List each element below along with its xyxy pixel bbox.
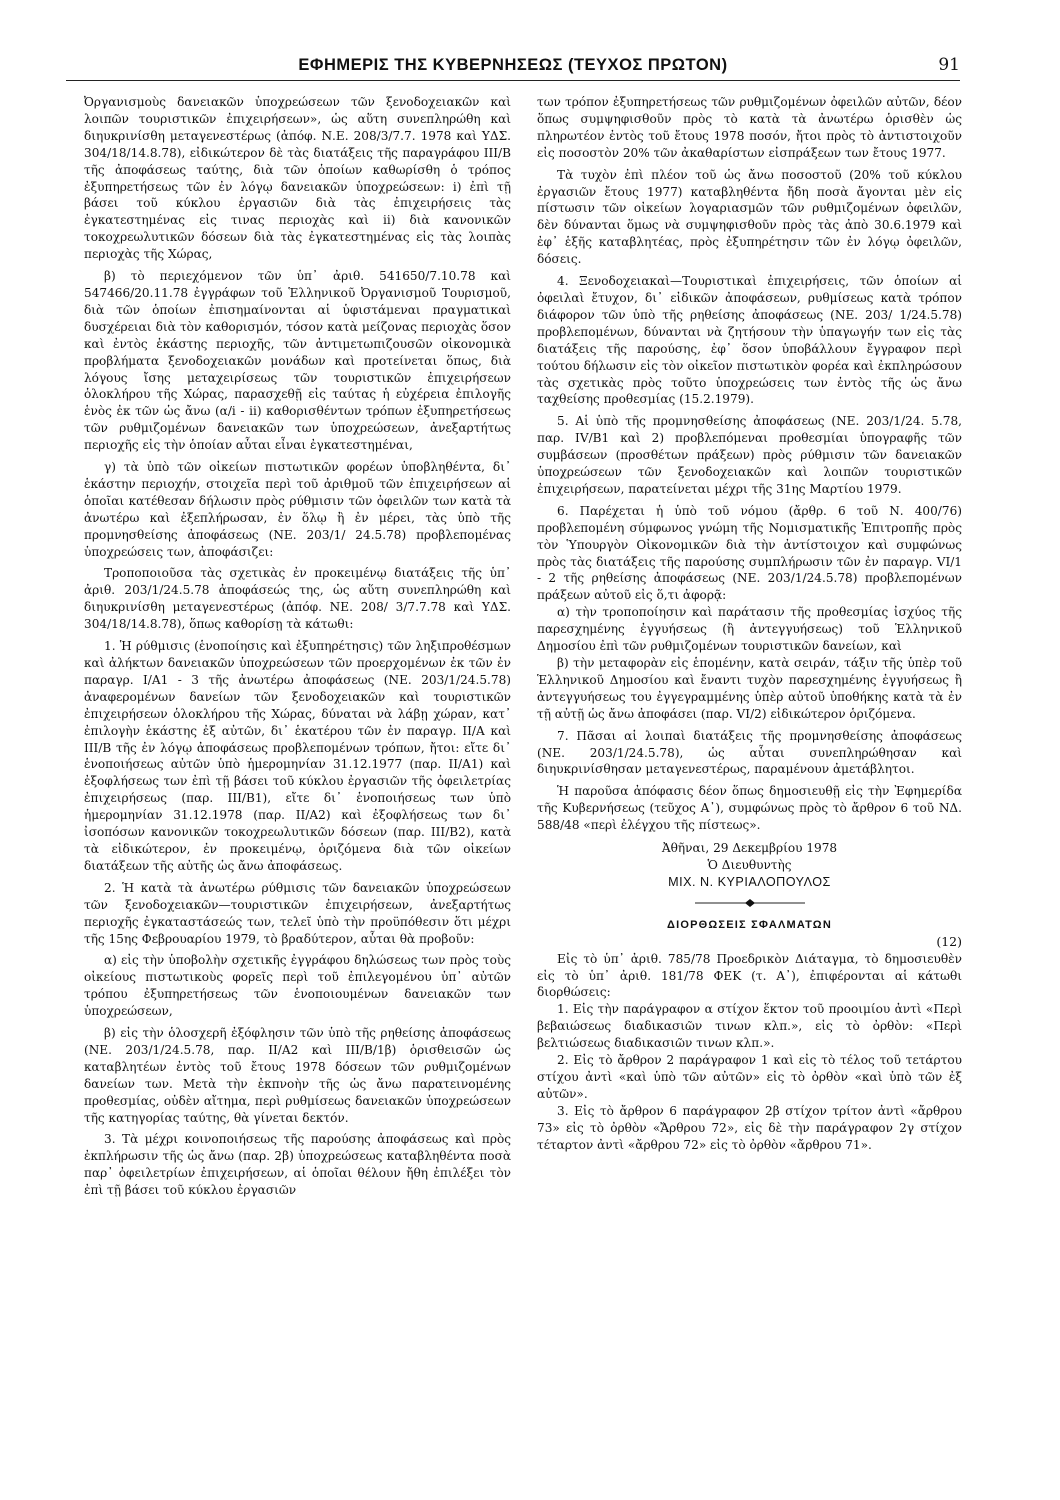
paragraph: 3. Εἰς τὸ ἄρθρον 6 παράγραφον 2β στίχον τρίτον ἀντὶ «ἄρθρου 73» εἰς τὸ ὀρθὸν «Ἄρθρου 72», εἰς δὲ τὴν παράγραφον 2γ στίχον τέταρτον ἀντὶ «ἄρθρου 72» εἰς τὸ ὀρθὸν «ἄρθρου 71». <box>537 1103 962 1152</box>
paragraph: 3. Τὰ μέχρι κοινοποιήσεως τῆς παρούσης ἀποφάσεως καὶ πρὸς ἐκπλήρωσιν τῆς ὡς ἄνω (παρ. 2β) ὑποχρεώσεως καταβληθέντα ποσὰ παρ᾽ ὀφειλετρίων ἐπιχειρήσεων, αἱ ὁποῖαι θέλουν ἤθη ἐπιλέξει τὸν ἐπὶ τῇ βάσει τοῦ κύκλου ἐργασιῶν <box>84 1132 511 1198</box>
paragraph: 1. Ἡ ρύθμισις (ἑνοποίησις καὶ ἐξυπηρέτησις) τῶν ληξιπροθέσμων καὶ ἀλήκτων δανειακῶν ὑποχρεώσεων τῶν προερχομένων ἐκ τῶν ἐν παραγρ. Ι/Α1 - 3 τῆς ἀνωτέρω ἀποφάσεως (ΝΕ. 203/1/24.5.78) ἀναφερομένων δανείων τῶν ξενοδοχειακῶν καὶ τουριστικῶν ἐπιχειρήσεων ὁλοκλήρου τῆς Χώρας, δύναται νὰ λάβῃ χώραν, κατ᾽ ἐπιλογὴν ἑκάστης ἐξ αὐτῶν, δι᾽ ἑκατέρου τῶν ἐν παραγρ. ΙΙ/Α καὶ ΙΙΙ/Β τῆς ἐν λόγῳ ἀποφάσεως προβλεπομένων τρόπων, ἤτοι: εἴτε δι᾽ ἑνοποιήσεως αὐτῶν ὑπὸ ἡμερομηνίαν 31.12.1977 (παρ. ΙΙ/Α1) καὶ ἐξοφλήσεως των ἐπὶ τῇ βάσει τοῦ κύκλου ἐργασιῶν τῆς ὀφειλετρίας ἐπιχειρήσεως (παρ. ΙΙΙ/Β1), εἴτε δι᾽ ἑνοποιήσεως των ὑπὸ ἡμερομηνίαν 31.12.1978 (παρ. ΙΙ/Α2) καὶ ἐξοφλήσεως των δι᾽ ἰσοπόσων κανονικῶν τοκοχρεωλυτικῶν δόσεων (παρ. ΙΙΙ/Β2), κατὰ τὰ εἰδικώτερον, ἐν προκειμένῳ, ὁριζόμενα διὰ τῶν οἰκείων διατάξεων τῆς αὐτῆς ὡς ἄνω ἀποφάσεως. <box>84 639 511 873</box>
paragraph: 7. Πᾶσαι αἱ λοιπαὶ διατάξεις τῆς προμνησθείσης ἀποφάσεως (ΝΕ. 203/1/24.5.78), ὡς αὗται συνεπληρώθησαν καὶ διηυκρινίσθησαν μεταγενεστέρως, παραμένουν ἀμετάβλητοι. <box>537 728 962 777</box>
paragraph: β) τὴν μεταφορὰν εἰς ἑπομένην, κατὰ σειράν, τάξιν τῆς ὑπὲρ τοῦ Ἑλληνικοῦ Δημοσίου καὶ ἔναντι τυχὸν παρεσχημένης ἐγγυήσεως ἢ ἀντεγγυήσεως του ἐγγεγραμμένης ὑπὲρ αὐτοῦ ὑποθήκης κατὰ τὰ ἐν τῇ αὐτῇ ὡς ἄνω ἀποφάσει (παρ. VI/2) εἰδικώτερον ὁριζόμενα. <box>537 656 962 721</box>
paragraph: Ὀργανισμοὺς δανειακῶν ὑποχρεώσεων τῶν ξενοδοχειακῶν καὶ λοιπῶν τουριστικῶν ἐπιχειρήσεων», ὡς αὕτη συνεπληρώθη καὶ διηυκρινίσθη μεταγενεστέρως (ἀπόφ. Ν.Ε. 208/3/7.7. 1978 καὶ ΥΔΣ. 304/18/14.8.78), εἰδικώτερον δὲ τὰς διατάξεις τῆς παραγράφου ΙΙΙ/Β τῆς ἀποφάσεως ταύτης, διὰ τῶν ὁποίων καθωρίσθη ὁ τρόπος ἐξυπηρετήσεως τῶν ἐν λόγῳ δανειακῶν ὑποχρεώσεων: i) ἐπὶ τῇ βάσει τοῦ κύκλου ἐργασιῶν διὰ τὰς ἐπιχειρήσεις τὰς ἐγκατεστημένας εἰς τινας περιοχὰς καὶ ii) διὰ κανονικῶν τοκοχρεωλυτικῶν δόσεων διὰ τὰς ἐγκατεστημένας εἰς τὰς λοιπὰς περιοχὰς τῆς Χώρας, <box>84 95 511 262</box>
paragraph: 6. Παρέχεται ἡ ὑπὸ τοῦ νόμου (ἄρθρ. 6 τοῦ Ν. 400/76) προβλεπομένη σύμφωνος γνώμη τῆς Νομισματικῆς Ἐπιτροπῆς πρὸς τὸν Ὑπουργὸν Οἰκονομικῶν διὰ τὴν ἀντίστοιχον καὶ συμφώνως πρὸς τὰς διατάξεις τῆς παρούσης συμπλήρωσιν τῶν ἐν παραγρ. VI/1 - 2 τῆς ρηθείσης ἀποφάσεως (ΝΕ. 203/1/24.5.78) προβλεπομένων πράξεων αὐτοῦ εἰς ὅ,τι ἀφορᾷ: <box>537 503 962 603</box>
paragraph: γ) τὰ ὑπὸ τῶν οἰκείων πιστωτικῶν φορέων ὑποβληθέντα, δι᾽ ἑκάστην περιοχήν, στοιχεῖα περὶ τοῦ ἀριθμοῦ τῶν ἐπιχειρήσεων αἱ ὁποῖαι κατέθεσαν δήλωσιν πρὸς ρύθμισιν τῶν ὀφειλῶν των κατὰ τὰ ἀνωτέρω καὶ ἐξεπλήρωσαν, ἐν ὅλῳ ἢ ἐν μέρει, τὰς ὑπὸ τῆς προμνησθείσης ἀποφάσεως (ΝΕ. 203/1/ 24.5.78) προβλεπομένας ὑποχρεώσεις των, ἀποφάσιζει: <box>84 460 511 559</box>
paragraph: των τρόπον ἐξυπηρετήσεως τῶν ρυθμιζομένων ὀφειλῶν αὐτῶν, δέον ὅπως συμψηφισθοῦν πρὸς τὸ κατὰ τὰ ἀνωτέρω ὁρισθὲν ὡς πληρωτέον ἐντὸς τοῦ ἔτους 1978 ποσόν, ἤτοι πρὸς τὸ ἀντιστοιχοῦν εἰς ποσοστὸν 20% τῶν ἀκαθαρίστων εἰσπράξεων των ἔτους 1977. <box>537 95 962 160</box>
page-number: 91 <box>938 55 960 75</box>
paragraph: α) τὴν τροποποίησιν καὶ παράτασιν τῆς προθεσμίας ἰσχύος τῆς παρεσχημένης ἐγγυήσεως (ἢ ἀντεγγυήσεως) τοῦ Ἑλληνικοῦ Δημοσίου ἐπὶ τῶν ρυθμιζομένων τουριστικῶν δανείων, καὶ <box>537 605 962 654</box>
paragraph: Τροποποιοῦσα τὰς σχετικὰς ἐν προκειμένῳ διατάξεις τῆς ὑπ᾽ ἀριθ. 203/1/24.5.78 ἀποφάσεώς της, ὡς αὕτη συνεπληρώθη καὶ διηυκρινίσθη μεταγενεστέρως (ἀπόφ. ΝΕ. 208/ 3/7.7.78 καὶ ΥΔΣ. 304/18/14.8.78), ὅπως καθορίσῃ τὰ κάτωθι: <box>84 566 511 632</box>
ornament-divider <box>695 899 805 907</box>
diamond-rule-icon <box>695 899 805 907</box>
paragraph: Ἡ παροῦσα ἀπόφασις δέον ὅπως δημοσιευθῇ εἰς τὴν Ἐφημερίδα τῆς Κυβερνήσεως (τεῦχος Α᾽), συμφώνως πρὸς τὸ ἄρθρον 6 τοῦ ΝΔ. 588/48 «περὶ ἐλέγχου τῆς πίστεως». <box>537 784 962 833</box>
paragraph: β) εἰς τὴν ὁλοσχερῆ ἐξόφλησιν τῶν ὑπὸ τῆς ρηθείσης ἀποφάσεως (ΝΕ. 203/1/24.5.78, παρ. ΙΙ/Α2 καὶ ΙΙΙ/Β/1β) ὁρισθεισῶν ὡς καταβλητέων ἐντὸς τοῦ ἔτους 1978 δόσεων τῶν ρυθμιζομένων δανείων των. Μετὰ τὴν ἐκπνοὴν τῆς ὡς ἄνω παρατεινομένης προθεσμίας, οὐδὲν αἴτημα, περὶ ρυθμίσεως δανειακῶν ὑποχρεώσεων τῆς κατηγορίας ταύτης, θὰ γίνεται δεκτόν. <box>84 1026 511 1125</box>
gazette-title: ΕΦΗΜΕΡΙΣ ΤΗΣ ΚΥΒΕΡΝΗΣΕΩΣ (ΤΕΥΧΟΣ ΠΡΩΤΟΝ) <box>298 56 728 74</box>
left-column <box>84 94 511 1199</box>
paragraph: 1. Εἰς τὴν παράγραφον α στίχον ἕκτον τοῦ προοιμίου ἀντὶ «Περὶ βεβαιώσεως διαδικασιῶν τινων κλπ.», εἰς τὸ ὀρθὸν: «Περὶ βελτιώσεως διαδικασιῶν τινων κλπ.». <box>537 1002 962 1051</box>
right-column <box>537 94 962 1153</box>
signature-date: Ἀθῆναι, 29 Δεκεμβρίου 1978 <box>661 841 838 856</box>
errata-title: ΔΙΟΡΘΩΣΕΙΣ ΣΦΑΛΜΑΤΩΝ <box>667 918 832 931</box>
paragraph: 5. Αἱ ὑπὸ τῆς προμνησθείσης ἀποφάσεως (ΝΕ. 203/1/24. 5.78, παρ. ΙV/Β1 καὶ 2) προβλεπόμεναι προθεσμίαι ὑπογραφῆς τῶν συμβάσεων (προσθέτων πράξεων) πρὸς ρύθμισιν τῶν δανειακῶν ὑποχρεώσεων τῶν ξενοδοχειακῶν καὶ λοιπῶν τουριστικῶν ἐπιχειρήσεων, παρατείνεται μέχρι τῆς 31ης Μαρτίου 1979. <box>537 414 962 496</box>
paragraph: 2. Εἰς τὸ ἄρθρον 2 παράγραφον 1 καὶ εἰς τὸ τέλος τοῦ τετάρτου στίχου ἀντὶ «καὶ ὑπὸ τῶν αὐτῶν» εἰς τὸ ὀρθὸν «καὶ ὑπὸ τῶν ἐξ αὐτῶν». <box>537 1053 962 1101</box>
paragraph: β) τὸ περιεχόμενον τῶν ὑπ᾽ ἀριθ. 541650/7.10.78 καὶ 547466/20.11.78 ἐγγράφων τοῦ Ἑλληνικοῦ Ὀργανισμοῦ Τουρισμοῦ, διὰ τῶν ὁποίων ἐπισημαίνονται αἱ ὑφιστάμεναι πραγματικαὶ δυσχέρειαι διὰ τὸν καθορισμόν, τόσον κατὰ μείζονας περιοχὰς ὅσον καὶ ἐντὸς ἑκάστης περιοχῆς, τῶν ἀντιμετωπιζουσῶν οἰκονομικὰ προβλήματα ξενοδοχειακῶν μονάδων καὶ προτείνεται ὅπως, διὰ λόγους ἴσης μεταχειρίσεως τῶν τουριστικῶν ἐπιχειρήσεων ὁλοκλήρου τῆς Χώρας, παρασχεθῇ εἰς ταύτας ἡ εὐχέρεια ἐπιλογῆς ἑνὸς ἐκ τῶν ὡς ἄνω (α/i - ii) καθορισθέντων τρόπων ἐξυπηρετήσεως τῶν ρυθμιζομένων δανειακῶν των ὑποχρεώσεων, ἀνεξαρτήτως περιοχῆς εἰς τὴν ὁποίαν αὗται εἶναι ἐγκατεστημέναι, <box>84 269 511 453</box>
errata-number: (12) <box>936 933 962 949</box>
paragraph: 4. Ξενοδοχειακαὶ—Τουριστικαὶ ἐπιχειρήσεις, τῶν ὁποίων αἱ ὀφειλαὶ ἔτυχον, δι᾽ εἰδικῶν ἀποφάσεων, ρυθμίσεως κατὰ τρόπον διάφορον τῶν ὑπὸ τῆς ρηθείσης ἀποφάσεως (ΝΕ. 203/ 1/24.5.78) προβλεπομένων, δύνανται νὰ ζητήσουν τὴν ὑπαγωγήν των εἰς τὰς διατάξεις τῆς παρούσης, ἐφ᾽ ὅσον ὑποβάλλουν ἔγγραφον περὶ τούτου δήλωσιν εἰς τὸν οἰκεῖον πιστωτικὸν φορέα καὶ ἐκπληρώσουν τὰς σχετικὰς πρὸς τοῦτο ὑποχρεώσεις των ἐντὸς τῆς ὡς ἄνω ταχθείσης προθεσμίας (15.2.1979). <box>537 274 962 407</box>
page-header <box>66 46 960 81</box>
paragraph: Τὰ τυχὸν ἐπὶ πλέον τοῦ ὡς ἄνω ποσοστοῦ (20% τοῦ κύκλου ἐργασιῶν ἔτους 1977) καταβληθέντα ἤδη ποσὰ ἄγονται μὲν εἰς πίστωσιν τῶν οἰκείων λογαριασμῶν τῶν ρυθμιζομένων ὀφειλῶν, δὲν δύνανται ὅμως νὰ συμψηφισθοῦν πρὸς τὰς ἀπὸ 30.6.1979 καὶ ἐφ᾽ ἑξῆς καταβλητέας, πρὸς ἐξυπηρέτησιν τῶν ἐν λόγῳ ὀφειλῶν, δόσεις. <box>537 167 962 267</box>
paragraph: 2. Ἡ κατὰ τὰ ἀνωτέρω ρύθμισις τῶν δανειακῶν ὑποχρεώσεων τῶν ξενοδοχειακῶν—τουριστικῶν ἐπιχειρήσεων, ἀνεξαρτήτως περιοχῆς ἐγκαταστάσεώς των, τελεῖ ὑπὸ τὴν προϋπόθεσιν ὅτι μέχρι τῆς 15ης Φεβρουαρίου 1979, τὸ βραδύτερον, αὗται θὰ προβοῦν: <box>84 880 511 946</box>
signature-name: ΜΙΧ. Ν. ΚΥΡΙΑΛΟΠΟΥΛΟΣ <box>668 874 831 889</box>
signature-role: Ὁ Διευθυντὴς <box>707 857 792 872</box>
paragraph: α) εἰς τὴν ὑποβολὴν σχετικῆς ἐγγράφου δηλώσεως των πρὸς τοὺς οἰκείους πιστωτικοὺς φορεῖς περὶ τοῦ ἐπιλεγομένου ὑπ᾽ αὐτῶν τρόπου ἐξυπηρετήσεως τῶν ἑνοποιουμένων δανειακῶν των ὑποχρεώσεων, <box>84 953 511 1019</box>
paragraph: Εἰς τὸ ὑπ᾽ ἀριθ. 785/78 Προεδρικὸν Διάταγμα, τὸ δημοσιευθὲν εἰς τὸ ὑπ᾽ ἀριθ. 181/78 ΦΕΚ (τ. Α᾽), ἐπιφέρονται αἱ κάτωθι διορθώσεις: <box>537 951 962 1000</box>
